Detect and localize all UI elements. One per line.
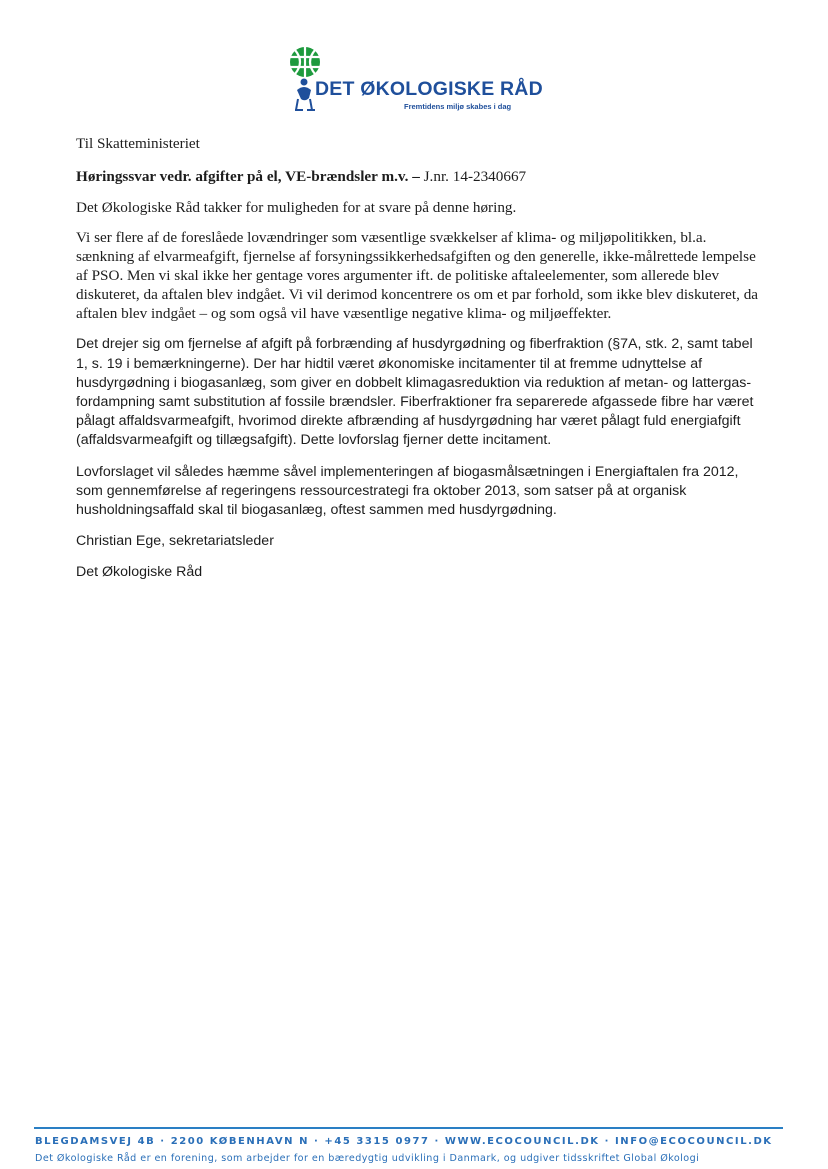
header-logo xyxy=(285,44,545,116)
signature-line: Christian Ege, sekretariatsleder xyxy=(76,533,274,550)
paragraph-biogas: Lovforslaget vil således hæmme såvel implementeringen af biogasmålsætningen i Energiaftalen fra 2012, som gennemførelse af regeringens ressourcestrategi fra oktober 2013, som satser på at organisk husholdningsaffald skal til biogasanlæg, oftest sammen med husdyrgødning. xyxy=(76,463,739,518)
subject-line xyxy=(76,168,766,187)
organization-name: DET ØKOLOGISKE RÅD xyxy=(315,78,543,100)
organization-tagline: Fremtidens miljø skabes i dag xyxy=(404,102,512,111)
footer-description: Det Økologiske Råd er en forening, som arbejder for en bæredygtig udvikling i Danmark, og udgiver tidsskriftet Global Økologi xyxy=(35,1153,700,1164)
signature-organization: Det Økologiske Råd xyxy=(76,564,203,581)
subject-title: Høringssvar vedr. afgifter på el, VE-brændsler m.v. – xyxy=(76,167,420,185)
subject-reference: J.nr. 14-2340667 xyxy=(419,167,527,185)
footer-contact: BLEGDAMSVEJ 4B · 2200 KØBENHAVN N · +45 3315 0977 · WWW.ECOCOUNCIL.DK · INFO@ECOCOUNCIL.DK xyxy=(35,1136,773,1147)
paragraph-intro: Det Økologiske Råd takker for muligheden for at svare på denne høring. xyxy=(76,198,517,216)
paragraph-policy: Vi ser flere af de foreslåede lovændringer som væsentlige svækkelser af klima- og miljøpolitikken, bl.a. sænkning af elvarmeafgift, fjernelse af forsyningssikkerhedsafgiften og den generelle, ikke-målrettede lempelse af PSO. Men vi skal ikke her gentage vores argumenter ift. de politiske aftaleelementer, som allerede blev diskuteret, da aftalen blev indgået. Vi vil derimod koncentrere os om et par forhold, som ikke blev diskuteret, da aftalen blev indgået – og som også vil have væsentlige negative klima- og miljøeffekter. xyxy=(76,229,759,322)
recipient-line: Til Skatteministeriet xyxy=(76,135,200,152)
letter-body xyxy=(76,135,766,583)
paragraph-manure: Det drejer sig om fjernelse af afgift på forbrænding af husdyrgødning og fiberfraktion (§7A, stk. 2, samt tabel 1, s. 19 i bemærkningerne). Der har hidtil været økonomiske incitamenter til at fremme udnyttelse af husdyrgødning i biogasanlæg, som giver en dobbelt klimagasreduktion via reduktion af metan- og lattergas-fordampning samt substitution af fossile brændsler. Fiberfraktioner fra separerede afgassede fibre har været pålagt affaldsvarmeafgift, hvorimod direkte afbrænding af husdyrgødning har været pålagt fuld energiafgift (affaldsvarmeafgift og tillægsafgift). Dette lovforslag fjerner dette incitament. xyxy=(76,336,754,449)
footer-divider xyxy=(34,1127,783,1129)
